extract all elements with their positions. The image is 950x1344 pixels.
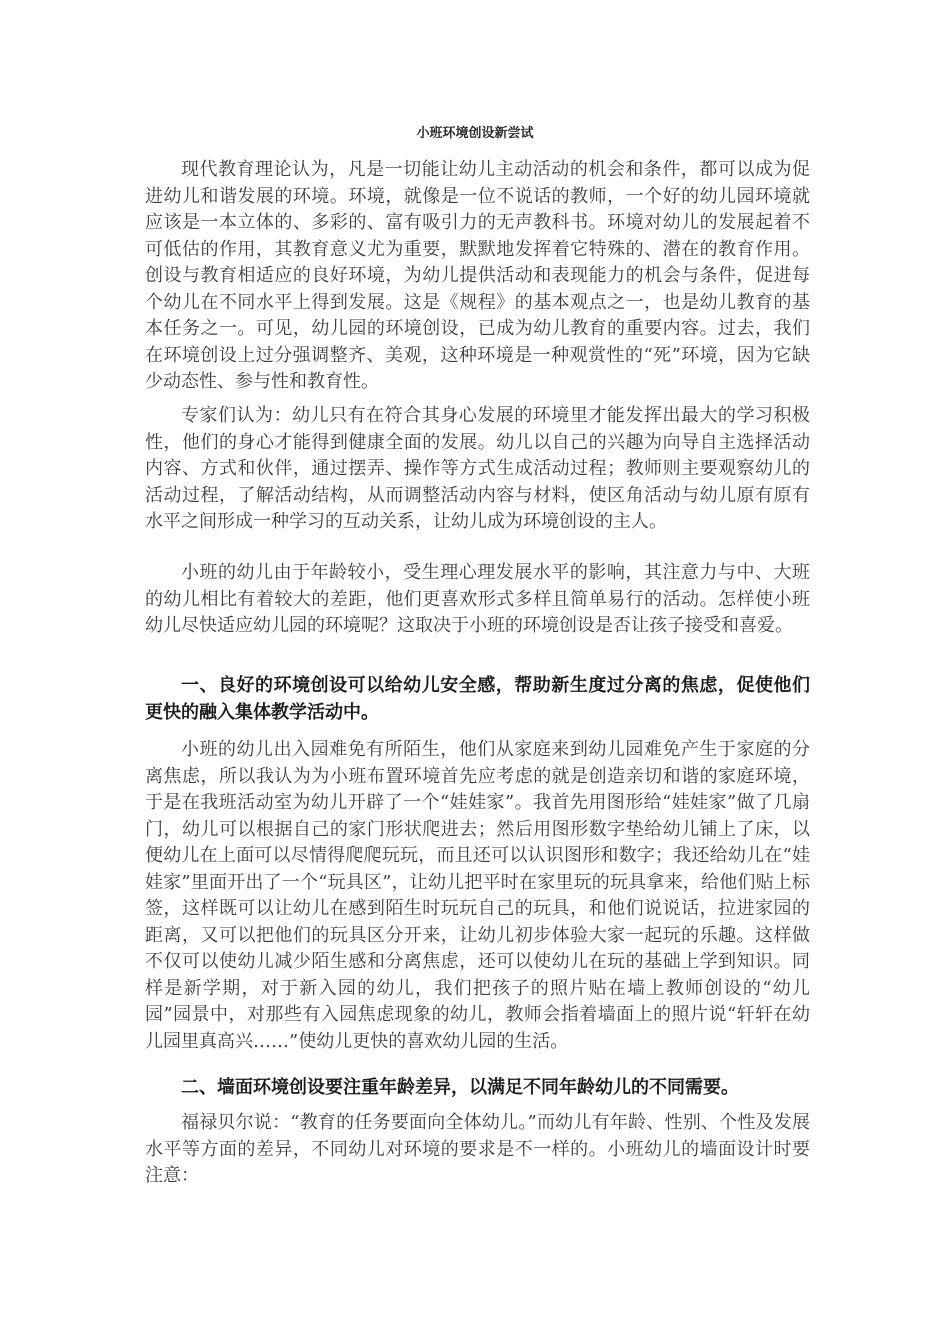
paragraph-section-1: 小班的幼儿出入园难免有所陌生，他们从家庭来到幼儿园难免产生于家庭的分离焦虑，所以我认为为小班布置环境首先应考虑的就是创造亲切和谐的家庭环境，于是在我班活动室为幼儿开辟了一个“娃娃家”。我首先用图形给“娃娃家”做了几扇门，幼儿可以根据自己的家门形状爬进去；然后用图形数字垫给幼儿铺上了床，以便幼儿在上面可以尽情得爬爬玩玩，而且还可以认识图形和数字；我还给幼儿在“娃娃家”里面开出了一个“玩具区”，让幼儿把平时在家里玩的玩具拿来，给他们贴上标签，这样既可以让幼儿在感到陌生时玩玩自己的玩具，和他们说说话，拉进家园的距离，又可以把他们的玩具区分开来，让幼儿初步体验大家一起玩的乐趣。这样做不仅可以使幼儿减少陌生感和分离焦虑，还可以使幼儿在玩的基础上学到知识。同样是新学期，对于新入园的幼儿，我们把孩子的照片贴在墙上教师创设的“幼儿园”园景中，对那些有入园焦虑现象的幼儿，教师会指着墙面上的照片说“轩轩在幼儿园里真高兴……”使幼儿更快的喜欢幼儿园的生活。 bbox=[145, 739, 810, 1052]
document-title: 小班环境创设新尝试 bbox=[416, 126, 534, 141]
paragraph-small-class: 小班的幼儿由于年龄较小，受生理心理发展水平的影响，其注意力与中、大班的幼儿相比有着较大的差距，他们更喜欢形式多样且简单易行的活动。怎样使小班幼儿尽快适应幼儿园的环境呢？这取决于小班的环境创设是否让孩子接受和喜爱。 bbox=[145, 562, 810, 636]
paragraph-experts: 专家们认为：幼儿只有在符合其身心发展的环境里才能发挥出最大的学习积极性，他们的身心才能得到健康全面的发展。幼儿以自己的兴趣为向导自主选择活动内容、方式和伙伴，通过摆弄、操作等方式生成活动过程；教师则主要观察幼儿的活动过程，了解活动结构，从而调整活动内容与材料，使区角活动与幼儿原有原有水平之间形成一种学习的互动关系，让幼儿成为环境创设的主人。 bbox=[145, 405, 810, 532]
paragraph-section-2: 福禄贝尔说：“教育的任务要面向全体幼儿。”而幼儿有年龄、性别、个性及发展水平等方面的差异，不同幼儿对环境的要求是不一样的。小班幼儿的墙面设计时要注意： bbox=[145, 1112, 810, 1186]
paragraph-intro: 现代教育理论认为，凡是一切能让幼儿主动活动的机会和条件，都可以成为促进幼儿和谐发展的环境。环境，就像是一位不说话的教师，一个好的幼儿园环境就应该是一本立体的、多彩的、富有吸引力的无声教科书。环境对幼儿的发展起着不可低估的作用，其教育意义尤为重要，默默地发挥着它特殊的、潜在的教育作用。创设与教育相适应的良好环境，为幼儿提供活动和表现能力的机会与条件，促进每个幼儿在不同水平上得到发展。这是《规程》的基本观点之一，也是幼儿教育的基本任务之一。可见，幼儿园的环境创设，已成为幼儿教育的重要内容。过去，我们在环境创设上过分强调整齐、美观，这种环境是一种观赏性的“死”环境，因为它缺少动态性、参与性和教育性。 bbox=[145, 159, 810, 392]
section-heading-1: 一、良好的环境创设可以给幼儿安全感，帮助新生度过分离的焦虑，促使他们更快的融入集体教学活动中。 bbox=[145, 675, 810, 723]
section-heading-2: 二、墙面环境创设要注重年龄差异，以满足不同年龄幼儿的不同需要。 bbox=[181, 1077, 739, 1098]
